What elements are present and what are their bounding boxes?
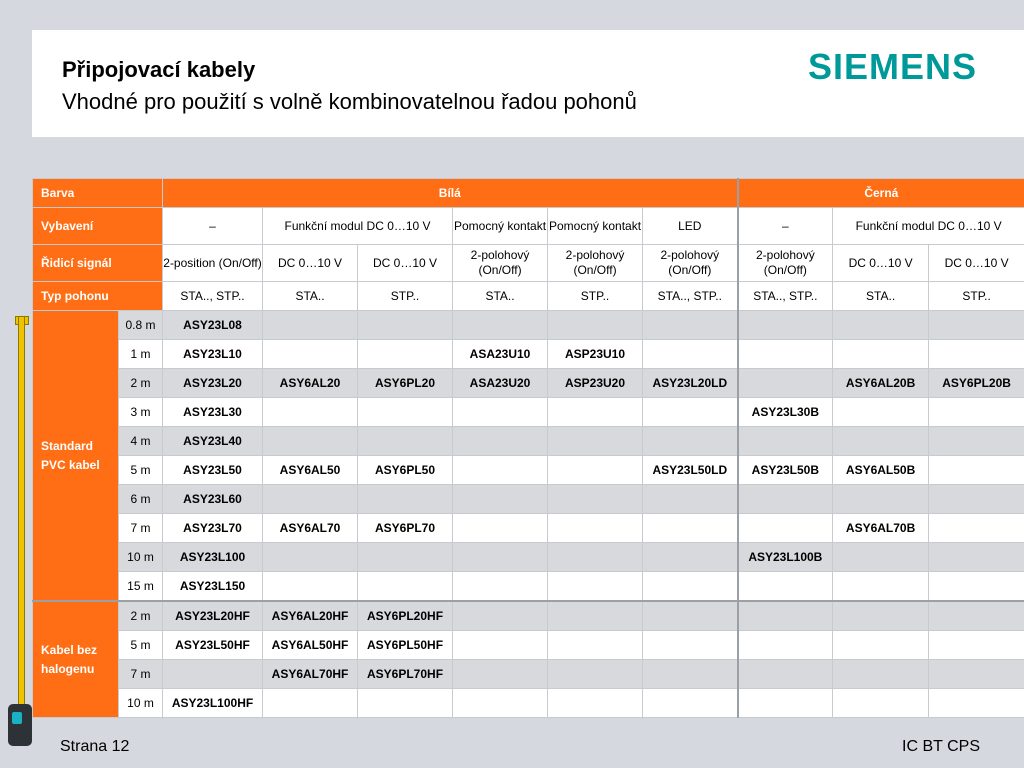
equipment-cell: LED <box>643 208 738 245</box>
part-number-cell <box>453 427 548 456</box>
signal-cell: DC 0…10 V <box>358 245 453 282</box>
part-number-cell <box>453 514 548 543</box>
part-number-cell <box>643 427 738 456</box>
part-number-cell: ASY23L60 <box>163 485 263 514</box>
part-number-cell <box>929 660 1024 689</box>
color-row <box>33 179 1024 208</box>
part-number-cell: ASY6AL70 <box>263 514 358 543</box>
part-number-cell <box>929 485 1024 514</box>
part-number-cell: ASY23L20LD <box>643 369 738 398</box>
part-number-cell <box>263 543 358 572</box>
table-row <box>33 485 1024 514</box>
part-number-cell <box>833 689 929 718</box>
part-number-cell: ASY23L10 <box>163 340 263 369</box>
part-number-cell <box>263 340 358 369</box>
part-number-cell: ASY6PL70HF <box>358 660 453 689</box>
color-black: Černá <box>738 179 1024 208</box>
part-number-cell <box>738 369 833 398</box>
siemens-logo: SIEMENS <box>808 46 978 87</box>
table-row <box>33 369 1024 398</box>
part-number-cell: ASY23L30B <box>738 398 833 427</box>
drive-type-cell: STA.. <box>833 282 929 311</box>
table-row <box>33 601 1024 631</box>
part-number-cell <box>643 689 738 718</box>
cable-icon <box>18 316 25 728</box>
cable-table-container <box>32 178 1024 718</box>
drive-type-cell: STP.. <box>358 282 453 311</box>
part-number-cell: ASA23U10 <box>453 340 548 369</box>
actuator-led-icon <box>12 712 22 724</box>
part-number-cell: ASY23L30 <box>163 398 263 427</box>
part-number-cell <box>358 427 453 456</box>
signal-row <box>33 245 1024 282</box>
part-number-cell: ASY6PL20 <box>358 369 453 398</box>
cable-table <box>32 178 1024 718</box>
table-row <box>33 543 1024 572</box>
table-row <box>33 660 1024 689</box>
part-number-cell: ASY6PL50HF <box>358 631 453 660</box>
part-number-cell <box>833 543 929 572</box>
color-white: Bílá <box>163 179 738 208</box>
part-number-cell <box>833 427 929 456</box>
part-number-cell <box>453 311 548 340</box>
signal-cell: 2-position (On/Off) <box>163 245 263 282</box>
part-number-cell <box>643 601 738 631</box>
equipment-cell: Funkční modul DC 0…10 V <box>263 208 453 245</box>
drive-type-label: Typ pohonu <box>33 282 163 311</box>
slide-title: Připojovací kabely <box>62 57 256 82</box>
signal-cell: 2-polohový (On/Off) <box>548 245 643 282</box>
part-number-cell <box>929 340 1024 369</box>
part-number-cell <box>358 340 453 369</box>
part-number-cell: ASY23L100HF <box>163 689 263 718</box>
part-number-cell <box>643 398 738 427</box>
part-number-cell <box>929 543 1024 572</box>
part-number-cell <box>548 311 643 340</box>
part-number-cell <box>738 660 833 689</box>
length-cell: 5 m <box>119 631 163 660</box>
drive-type-cell: STA.. <box>453 282 548 311</box>
part-number-cell: ASY23L150 <box>163 572 263 602</box>
group-label: Kabel bez halogenu <box>33 601 119 718</box>
slide-header <box>32 30 1024 137</box>
part-number-cell: ASY6PL20HF <box>358 601 453 631</box>
table-row <box>33 398 1024 427</box>
drive-type-cell: STA.., STP.. <box>643 282 738 311</box>
drive-type-cell: STA.., STP.. <box>163 282 263 311</box>
part-number-cell: ASP23U20 <box>548 369 643 398</box>
part-number-cell <box>358 398 453 427</box>
signal-label: Řidicí signál <box>33 245 163 282</box>
part-number-cell <box>548 572 643 602</box>
equipment-cell: – <box>163 208 263 245</box>
part-number-cell <box>453 398 548 427</box>
part-number-cell <box>833 398 929 427</box>
part-number-cell <box>929 601 1024 631</box>
part-number-cell <box>929 456 1024 485</box>
part-number-cell: ASY6AL20B <box>833 369 929 398</box>
part-number-cell: ASY6AL50B <box>833 456 929 485</box>
length-cell: 15 m <box>119 572 163 602</box>
actuator-device-icon <box>8 704 32 746</box>
group-label: Standard PVC kabel <box>33 311 119 602</box>
equipment-cell: Pomocný kontakt <box>453 208 548 245</box>
part-number-cell: ASY23L50LD <box>643 456 738 485</box>
length-cell: 7 m <box>119 514 163 543</box>
table-row <box>33 340 1024 369</box>
page-number: Strana 12 <box>60 738 130 755</box>
part-number-cell <box>358 485 453 514</box>
length-cell: 1 m <box>119 340 163 369</box>
length-cell: 5 m <box>119 456 163 485</box>
part-number-cell <box>929 631 1024 660</box>
part-number-cell: ASP23U10 <box>548 340 643 369</box>
drive-type-row <box>33 282 1024 311</box>
part-number-cell: ASY23L20HF <box>163 601 263 631</box>
part-number-cell <box>738 631 833 660</box>
part-number-cell: ASY6AL20 <box>263 369 358 398</box>
drive-type-cell: STP.. <box>548 282 643 311</box>
table-row <box>33 689 1024 718</box>
length-cell: 2 m <box>119 601 163 631</box>
part-number-cell <box>548 631 643 660</box>
part-number-cell <box>929 398 1024 427</box>
part-number-cell <box>263 311 358 340</box>
part-number-cell <box>453 543 548 572</box>
part-number-cell <box>548 543 643 572</box>
part-number-cell <box>263 485 358 514</box>
part-number-cell <box>358 572 453 602</box>
part-number-cell: ASY6PL50 <box>358 456 453 485</box>
part-number-cell: ASY6AL70HF <box>263 660 358 689</box>
part-number-cell: ASY23L50 <box>163 456 263 485</box>
table-row <box>33 427 1024 456</box>
part-number-cell <box>738 485 833 514</box>
part-number-cell: ASY23L50B <box>738 456 833 485</box>
part-number-cell <box>833 340 929 369</box>
part-number-cell <box>643 660 738 689</box>
part-number-cell <box>833 311 929 340</box>
signal-cell: DC 0…10 V <box>263 245 358 282</box>
length-cell: 10 m <box>119 543 163 572</box>
part-number-cell: ASY6AL70B <box>833 514 929 543</box>
part-number-cell <box>548 514 643 543</box>
part-number-cell <box>643 485 738 514</box>
signal-cell: 2-polohový (On/Off) <box>453 245 548 282</box>
part-number-cell <box>738 340 833 369</box>
part-number-cell: ASY6PL70 <box>358 514 453 543</box>
part-number-cell: ASY23L50HF <box>163 631 263 660</box>
part-number-cell: ASY6AL50 <box>263 456 358 485</box>
equipment-cell: Funkční modul DC 0…10 V <box>833 208 1024 245</box>
part-number-cell <box>453 485 548 514</box>
department-label: IC BT CPS <box>902 738 980 755</box>
slide-subtitle: Vhodné pro použití s volně kombinovatelnou řadou pohonů <box>62 89 637 114</box>
part-number-cell <box>738 514 833 543</box>
part-number-cell <box>643 543 738 572</box>
part-number-cell: ASA23U20 <box>453 369 548 398</box>
drive-type-cell: STA.. <box>263 282 358 311</box>
color-label: Barva <box>33 179 163 208</box>
part-number-cell: ASY23L08 <box>163 311 263 340</box>
part-number-cell <box>263 427 358 456</box>
drive-type-cell: STA.., STP.. <box>738 282 833 311</box>
part-number-cell <box>738 572 833 602</box>
part-number-cell <box>738 601 833 631</box>
part-number-cell: ASY6AL50HF <box>263 631 358 660</box>
part-number-cell <box>358 543 453 572</box>
signal-cell: DC 0…10 V <box>833 245 929 282</box>
part-number-cell <box>453 689 548 718</box>
equipment-cell: – <box>738 208 833 245</box>
table-row <box>33 631 1024 660</box>
part-number-cell <box>453 572 548 602</box>
part-number-cell <box>548 601 643 631</box>
part-number-cell <box>358 311 453 340</box>
part-number-cell <box>263 689 358 718</box>
part-number-cell <box>163 660 263 689</box>
part-number-cell <box>548 398 643 427</box>
part-number-cell: ASY23L100B <box>738 543 833 572</box>
part-number-cell: ASY23L40 <box>163 427 263 456</box>
part-number-cell <box>929 572 1024 602</box>
part-number-cell <box>929 311 1024 340</box>
part-number-cell <box>643 311 738 340</box>
part-number-cell <box>929 514 1024 543</box>
part-number-cell <box>643 514 738 543</box>
length-cell: 4 m <box>119 427 163 456</box>
part-number-cell: ASY23L70 <box>163 514 263 543</box>
signal-cell: DC 0…10 V <box>929 245 1024 282</box>
part-number-cell <box>833 485 929 514</box>
part-number-cell <box>833 601 929 631</box>
table-row <box>33 456 1024 485</box>
part-number-cell <box>453 456 548 485</box>
part-number-cell <box>548 485 643 514</box>
part-number-cell <box>833 572 929 602</box>
signal-cell: 2-polohový (On/Off) <box>738 245 833 282</box>
signal-cell: 2-polohový (On/Off) <box>643 245 738 282</box>
length-cell: 0.8 m <box>119 311 163 340</box>
length-cell: 6 m <box>119 485 163 514</box>
table-row <box>33 311 1024 340</box>
part-number-cell <box>929 427 1024 456</box>
drive-type-cell: STP.. <box>929 282 1024 311</box>
part-number-cell <box>833 631 929 660</box>
part-number-cell <box>738 689 833 718</box>
part-number-cell: ASY6AL20HF <box>263 601 358 631</box>
part-number-cell: ASY23L20 <box>163 369 263 398</box>
part-number-cell <box>643 631 738 660</box>
part-number-cell <box>358 689 453 718</box>
part-number-cell <box>263 572 358 602</box>
equipment-cell: Pomocný kontakt <box>548 208 643 245</box>
part-number-cell <box>643 572 738 602</box>
table-row <box>33 514 1024 543</box>
part-number-cell: ASY6PL20B <box>929 369 1024 398</box>
length-cell: 10 m <box>119 689 163 718</box>
part-number-cell <box>548 427 643 456</box>
part-number-cell <box>548 660 643 689</box>
part-number-cell <box>833 660 929 689</box>
length-cell: 2 m <box>119 369 163 398</box>
part-number-cell <box>738 311 833 340</box>
part-number-cell <box>453 660 548 689</box>
part-number-cell <box>643 340 738 369</box>
part-number-cell <box>263 398 358 427</box>
part-number-cell <box>548 689 643 718</box>
part-number-cell <box>548 456 643 485</box>
equipment-label: Vybavení <box>33 208 163 245</box>
table-row <box>33 572 1024 602</box>
part-number-cell <box>453 631 548 660</box>
part-number-cell <box>738 427 833 456</box>
part-number-cell: ASY23L100 <box>163 543 263 572</box>
length-cell: 3 m <box>119 398 163 427</box>
equipment-row <box>33 208 1024 245</box>
part-number-cell <box>929 689 1024 718</box>
part-number-cell <box>453 601 548 631</box>
length-cell: 7 m <box>119 660 163 689</box>
